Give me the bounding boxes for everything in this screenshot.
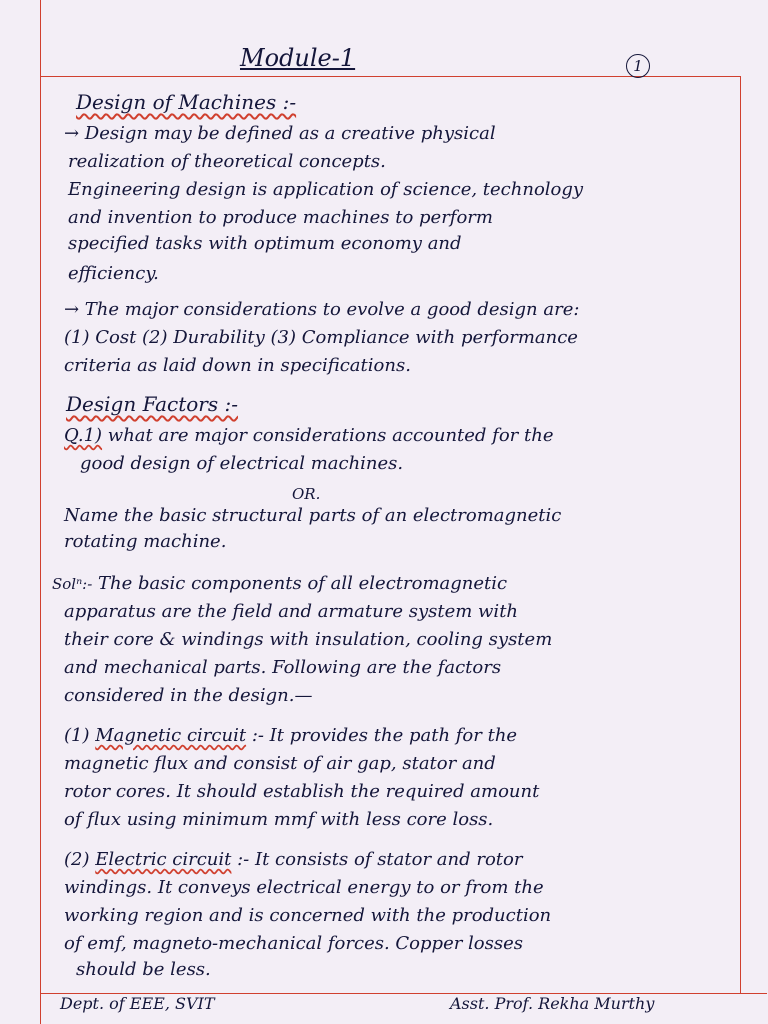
margin-line-left <box>40 0 41 1024</box>
electric-circuit-heading: Electric circuit <box>95 849 232 870</box>
text-line: of emf, magneto-mechanical forces. Copper losses <box>64 933 523 954</box>
section-heading-design: Design of Machines :- <box>76 90 297 114</box>
magnetic-circuit-text: :- It provides the path for the <box>251 725 518 746</box>
magnetic-circuit-heading: Magnetic circuit <box>95 725 247 746</box>
question-text: what are major considerations accounted for the <box>107 425 554 446</box>
text-line: should be less. <box>76 959 211 980</box>
electric-circuit-line <box>64 848 740 872</box>
text-line: criteria as laid down in specifications. <box>64 355 411 376</box>
item-number: (1) <box>64 725 90 746</box>
text-line: specified tasks with optimum economy and <box>68 233 462 254</box>
text-line: windings. It conveys electrical energy to or from the <box>64 877 544 898</box>
text-line: Engineering design is application of science, technology <box>68 179 584 200</box>
magnetic-circuit-line <box>64 724 740 748</box>
text-line: efficiency. <box>68 263 159 284</box>
module-title: Module-1 <box>240 44 356 72</box>
solution-line <box>52 572 728 596</box>
text-line: → The major considerations to evolve a good design are: <box>64 299 580 320</box>
text-line: of flux using minimum mmf with less core loss. <box>64 809 494 830</box>
item-number: (2) <box>64 849 90 870</box>
text-line: Name the basic structural parts of an electromagnetic <box>64 505 562 526</box>
text-line: considered in the design.— <box>64 685 313 706</box>
text-line: working region and is concerned with the production <box>64 905 552 926</box>
question-line <box>64 424 740 448</box>
solution-label: Solⁿ:- <box>52 575 93 593</box>
text-line: realization of theoretical concepts. <box>68 151 386 172</box>
text-line: → Design may be defined as a creative physical <box>64 123 496 144</box>
footer-author: Asst. Prof. Rekha Murthy <box>450 994 655 1013</box>
text-line: rotating machine. <box>64 531 227 552</box>
solution-text: The basic components of all electromagnetic <box>98 573 508 594</box>
text-line: their core & windings with insulation, cooling system <box>64 629 553 650</box>
text-line: and invention to produce machines to perform <box>68 207 493 228</box>
text-line: good design of electrical machines. <box>80 453 404 474</box>
or-text: OR. <box>292 485 321 503</box>
question-label: Q.1) <box>64 425 103 446</box>
text-line: and mechanical parts. Following are the factors <box>64 657 502 678</box>
text-line: (1) Cost (2) Durability (3) Compliance with performance <box>64 327 578 348</box>
footer-department: Dept. of EEE, SVIT <box>60 994 215 1013</box>
page-number: 1 <box>626 54 650 78</box>
text-line: apparatus are the field and armature system with <box>64 601 519 622</box>
text-line: magnetic flux and consist of air gap, stator and <box>64 753 496 774</box>
section-heading-factors: Design Factors :- <box>66 392 238 416</box>
text-line: rotor cores. It should establish the required amount <box>64 781 540 802</box>
electric-circuit-text: :- It consists of stator and rotor <box>237 849 523 870</box>
